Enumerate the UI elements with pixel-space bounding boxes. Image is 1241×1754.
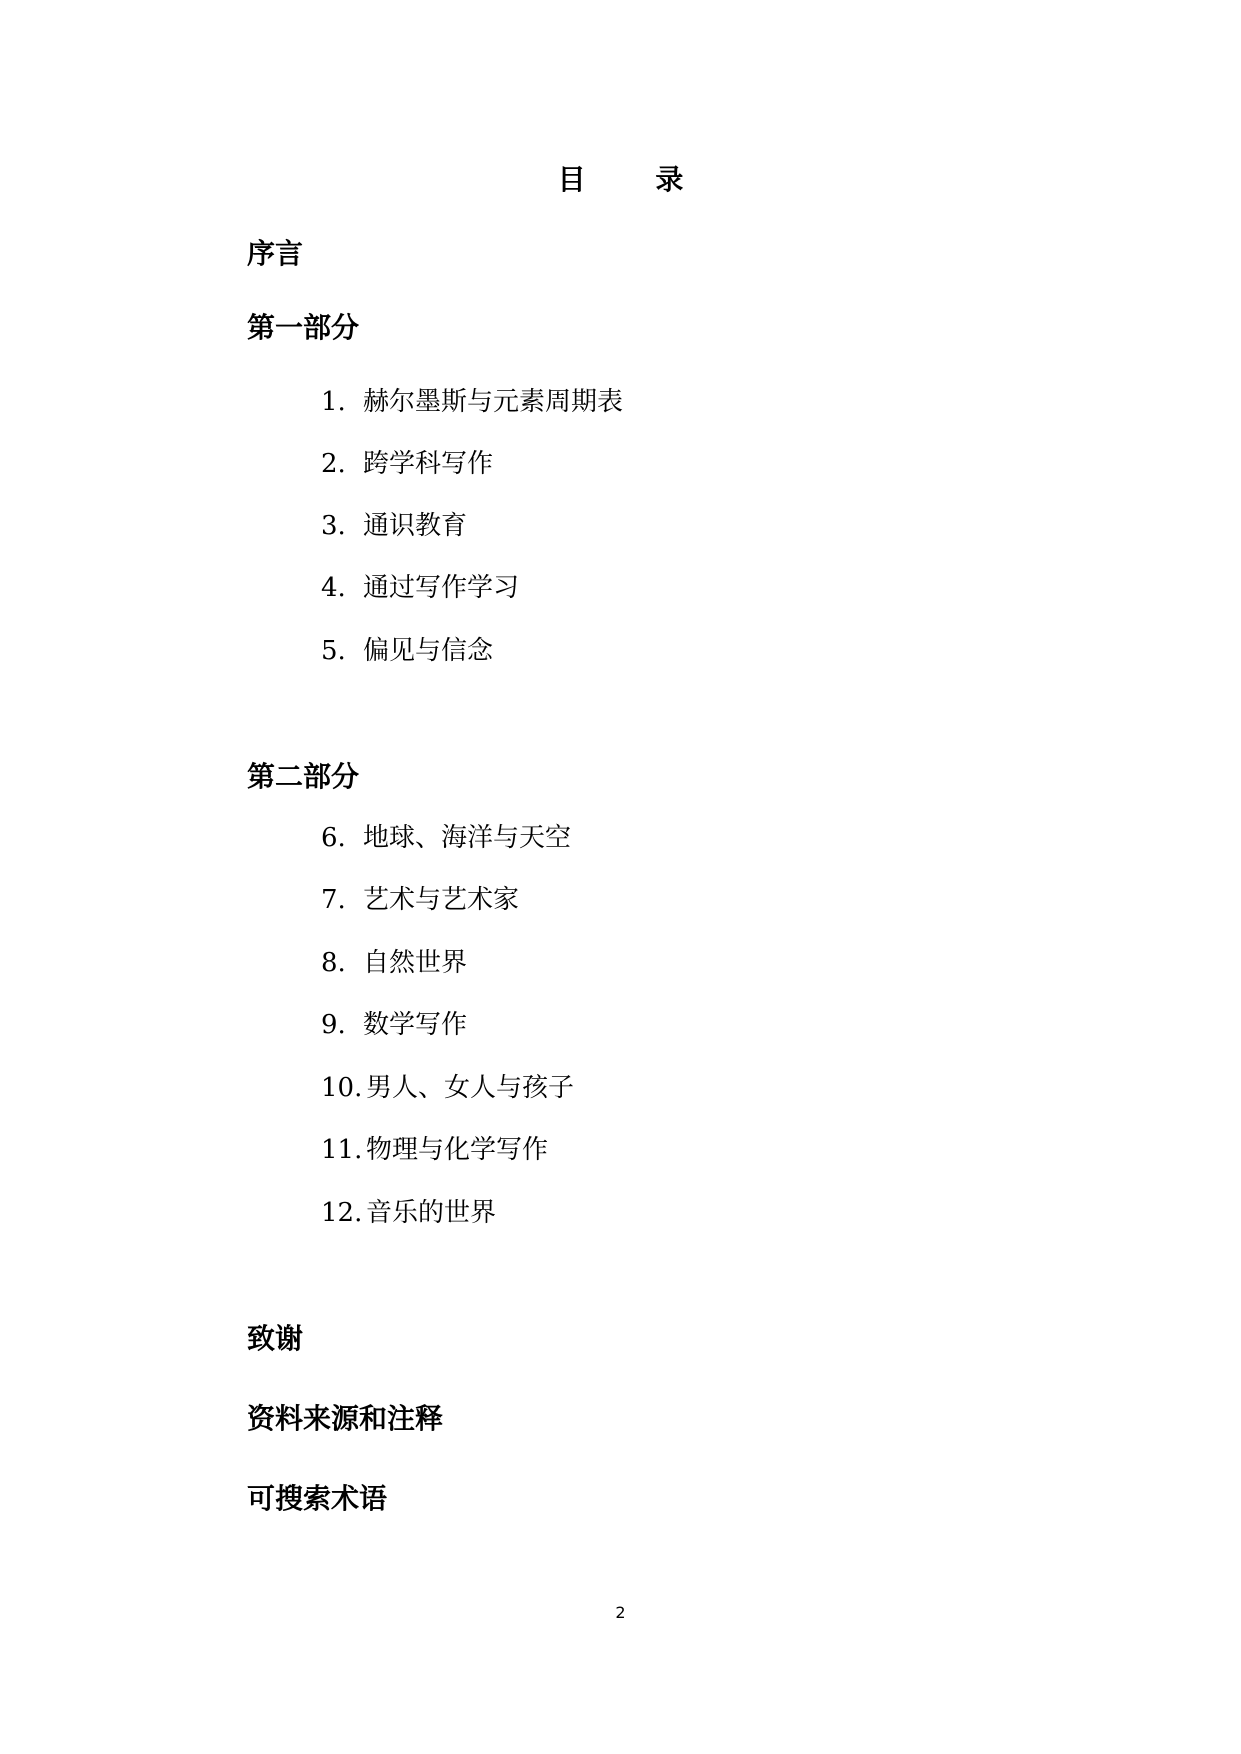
- toc-item-number: 12.: [321, 1198, 363, 1228]
- toc-part2-heading[interactable]: 第二部分: [247, 760, 360, 793]
- toc-item-title: 跨学科写作: [363, 449, 494, 479]
- toc-item-number: 3.: [321, 511, 346, 541]
- page-number: 2: [615, 1603, 626, 1622]
- toc-item-number: 10.: [321, 1073, 363, 1103]
- toc-item[interactable]: [321, 1131, 548, 1169]
- toc-preface[interactable]: 序言: [247, 237, 304, 270]
- toc-item-title: 偏见与信念: [363, 636, 494, 666]
- toc-item[interactable]: [321, 881, 519, 919]
- toc-item-title: 物理与化学写作: [366, 1135, 549, 1165]
- toc-item-title: 赫尔墨斯与元素周期表: [363, 387, 624, 417]
- toc-searchable-terms[interactable]: 可搜索术语: [247, 1482, 388, 1515]
- toc-item-title: 数学写作: [363, 1010, 468, 1040]
- toc-item[interactable]: [321, 1194, 496, 1232]
- toc-item[interactable]: [321, 632, 493, 670]
- toc-item[interactable]: [321, 569, 519, 607]
- toc-item-number: 4.: [321, 573, 346, 603]
- toc-item-number: 6.: [321, 823, 346, 853]
- toc-item[interactable]: [321, 1006, 467, 1044]
- toc-item[interactable]: [321, 819, 571, 857]
- toc-item-number: 11.: [321, 1135, 363, 1165]
- toc-item-title: 地球、海洋与天空: [363, 823, 572, 853]
- toc-item-title: 音乐的世界: [366, 1198, 497, 1228]
- toc-sources-and-notes[interactable]: 资料来源和注释: [247, 1402, 444, 1435]
- toc-item-number: 1.: [321, 387, 346, 417]
- toc-item-title: 通过写作学习: [363, 573, 520, 603]
- toc-item-title: 通识教育: [363, 511, 468, 541]
- toc-item-number: 7.: [321, 885, 346, 915]
- toc-item[interactable]: [321, 445, 493, 483]
- toc-item-number: 9.: [321, 1010, 346, 1040]
- toc-item-number: 5.: [321, 636, 346, 666]
- toc-item[interactable]: [321, 383, 623, 421]
- toc-item-title: 自然世界: [363, 948, 468, 978]
- toc-item-number: 8.: [321, 948, 346, 978]
- toc-acknowledgments[interactable]: 致谢: [247, 1322, 304, 1355]
- toc-item-title: 男人、女人与孩子: [366, 1073, 575, 1103]
- toc-item[interactable]: [321, 507, 467, 545]
- toc-item-title: 艺术与艺术家: [363, 885, 520, 915]
- page-title: 目 录: [557, 163, 714, 196]
- toc-item[interactable]: [321, 944, 467, 982]
- toc-part1-heading[interactable]: 第一部分: [247, 311, 360, 344]
- toc-item[interactable]: [321, 1069, 574, 1107]
- toc-item-number: 2.: [321, 449, 346, 479]
